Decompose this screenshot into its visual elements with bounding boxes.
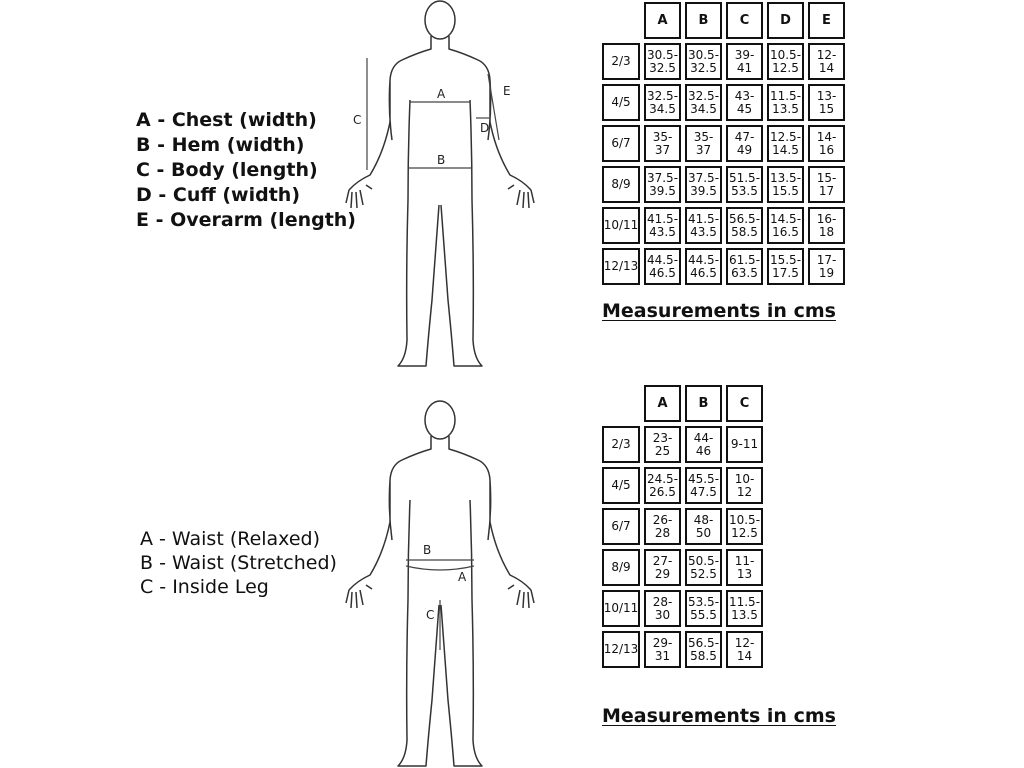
measurement-legend-top bbox=[136, 108, 356, 233]
caption-top: Measurements in cms bbox=[602, 300, 836, 322]
table-cell: 26- 28 bbox=[644, 508, 681, 545]
table-cell: 61.5- 63.5 bbox=[726, 248, 763, 285]
size-label: 4/5 bbox=[602, 467, 640, 504]
label-b-bottom: B bbox=[423, 543, 432, 557]
legend-item-body: C - Body (length) bbox=[136, 159, 318, 181]
column-header: D bbox=[767, 2, 804, 39]
body-figure-bottom bbox=[340, 400, 540, 768]
table-cell: 44.5- 46.5 bbox=[685, 248, 722, 285]
table-cell: 37.5- 39.5 bbox=[685, 166, 722, 203]
table-cell: 44.5- 46.5 bbox=[644, 248, 681, 285]
table-cell: 11.5- 13.5 bbox=[767, 84, 804, 121]
table-cell: 13- 15 bbox=[808, 84, 845, 121]
table-cell: 48- 50 bbox=[685, 508, 722, 545]
table-cell: 14.5- 16.5 bbox=[767, 207, 804, 244]
table-cell: 28- 30 bbox=[644, 590, 681, 627]
size-table-top bbox=[602, 2, 845, 285]
size-label: 6/7 bbox=[602, 508, 640, 545]
label-c-top: C bbox=[353, 113, 362, 127]
table-cell: 32.5- 34.5 bbox=[685, 84, 722, 121]
table-cell: 10.5- 12.5 bbox=[767, 43, 804, 80]
table-cell: 35- 37 bbox=[644, 125, 681, 162]
legend-item-overarm: E - Overarm (length) bbox=[136, 209, 356, 231]
size-label: 2/3 bbox=[602, 43, 640, 80]
table-cell: 41.5- 43.5 bbox=[685, 207, 722, 244]
table-cell: 15.5- 17.5 bbox=[767, 248, 804, 285]
size-label: 12/13 bbox=[602, 631, 640, 668]
table-cell: 9-11 bbox=[726, 426, 763, 463]
size-label: 8/9 bbox=[602, 166, 640, 203]
body-outline-top bbox=[340, 0, 540, 372]
table-cell: 14- 16 bbox=[808, 125, 845, 162]
label-b-top: B bbox=[437, 153, 446, 167]
table-cell: 30.5- 32.5 bbox=[644, 43, 681, 80]
table-cell: 41.5- 43.5 bbox=[644, 207, 681, 244]
table-cell: 23- 25 bbox=[644, 426, 681, 463]
table-cell: 56.5- 58.5 bbox=[726, 207, 763, 244]
table-cell: 17- 19 bbox=[808, 248, 845, 285]
label-a-bottom: A bbox=[458, 570, 467, 584]
table-cell: 24.5- 26.5 bbox=[644, 467, 681, 504]
column-header: E bbox=[808, 2, 845, 39]
column-header: A bbox=[644, 385, 681, 422]
table-cell: 43- 45 bbox=[726, 84, 763, 121]
caption-bottom: Measurements in cms bbox=[602, 705, 836, 727]
table-cell: 47- 49 bbox=[726, 125, 763, 162]
corner-blank bbox=[602, 2, 640, 39]
table-cell: 39- 41 bbox=[726, 43, 763, 80]
legend-item-waist-relaxed: A - Waist (Relaxed) bbox=[140, 528, 321, 550]
size-label: 10/11 bbox=[602, 207, 640, 244]
table-cell: 10-12 bbox=[726, 467, 763, 504]
legend-item-waist-stretched: B - Waist (Stretched) bbox=[140, 552, 337, 574]
size-label: 6/7 bbox=[602, 125, 640, 162]
table-cell: 16- 18 bbox=[808, 207, 845, 244]
label-e-top: E bbox=[503, 84, 511, 98]
column-header: C bbox=[726, 2, 763, 39]
table-cell: 35- 37 bbox=[685, 125, 722, 162]
label-d-top: D bbox=[480, 121, 490, 135]
size-label: 4/5 bbox=[602, 84, 640, 121]
column-header: C bbox=[726, 385, 763, 422]
size-label: 8/9 bbox=[602, 549, 640, 586]
legend-item-cuff: D - Cuff (width) bbox=[136, 184, 301, 206]
legend-item-chest: A - Chest (width) bbox=[136, 109, 317, 131]
column-header: A bbox=[644, 2, 681, 39]
corner-blank bbox=[602, 385, 640, 422]
table-cell: 53.5- 55.5 bbox=[685, 590, 722, 627]
table-cell: 56.5- 58.5 bbox=[685, 631, 722, 668]
table-cell: 44- 46 bbox=[685, 426, 722, 463]
legend-item-inside-leg: C - Inside Leg bbox=[140, 576, 269, 598]
table-cell: 50.5- 52.5 bbox=[685, 549, 722, 586]
size-table-bottom bbox=[602, 385, 763, 668]
table-cell: 12- 14 bbox=[808, 43, 845, 80]
table-cell: 29- 31 bbox=[644, 631, 681, 668]
size-label: 2/3 bbox=[602, 426, 640, 463]
dimension-lines-top bbox=[367, 58, 499, 170]
table-cell: 15- 17 bbox=[808, 166, 845, 203]
table-cell: 51.5- 53.5 bbox=[726, 166, 763, 203]
body-figure-top bbox=[340, 0, 540, 372]
label-a-top: A bbox=[437, 87, 446, 101]
legend-item-hem: B - Hem (width) bbox=[136, 134, 305, 156]
table-cell: 12- 14 bbox=[726, 631, 763, 668]
body-outline-bottom bbox=[340, 400, 540, 768]
size-label: 12/13 bbox=[602, 248, 640, 285]
table-cell: 12.5- 14.5 bbox=[767, 125, 804, 162]
table-cell: 37.5- 39.5 bbox=[644, 166, 681, 203]
table-cell: 32.5- 34.5 bbox=[644, 84, 681, 121]
size-label: 10/11 bbox=[602, 590, 640, 627]
table-cell: 11-13 bbox=[726, 549, 763, 586]
measurement-legend-bottom bbox=[140, 527, 337, 599]
table-cell: 27- 29 bbox=[644, 549, 681, 586]
table-cell: 10.5- 12.5 bbox=[726, 508, 763, 545]
table-cell: 11.5- 13.5 bbox=[726, 590, 763, 627]
label-c-bottom: C bbox=[426, 608, 435, 622]
table-cell: 13.5- 15.5 bbox=[767, 166, 804, 203]
column-header: B bbox=[685, 385, 722, 422]
column-header: B bbox=[685, 2, 722, 39]
table-cell: 45.5- 47.5 bbox=[685, 467, 722, 504]
table-cell: 30.5- 32.5 bbox=[685, 43, 722, 80]
